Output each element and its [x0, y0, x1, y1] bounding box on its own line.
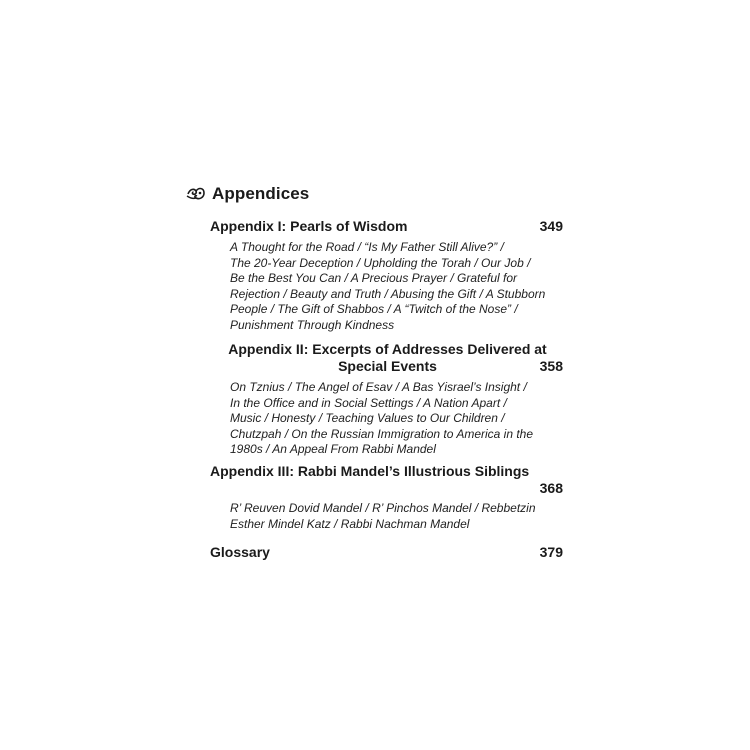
entry-heading	[210, 218, 565, 235]
entry-description	[230, 501, 560, 532]
description-line: Chutzpah / On the Russian Immigration to America in the	[230, 426, 534, 441]
entry-title: Glossary	[210, 544, 270, 560]
section-title: Appendices	[212, 184, 310, 203]
description-line: Rejection / Beauty and Truth / Abusing the Gift / A Stubborn	[230, 286, 546, 301]
description-line: 1980s / An Appeal From Rabbi Mandel	[230, 442, 436, 456]
entry-heading	[210, 463, 565, 499]
entry-page-number: 358	[539, 358, 563, 374]
entry-heading	[210, 544, 565, 561]
fleuron-ornament-icon	[186, 185, 206, 203]
entry-page-number: 349	[539, 218, 563, 234]
toc-entry-appendix-1	[210, 218, 565, 333]
entry-title-continued: Special Events	[338, 358, 437, 374]
description-line: On Tznius / The Angel of Esav / A Bas Yisrael’s Insight /	[230, 380, 527, 394]
description-line: People / The Gift of Shabbos / A “Twitch of the Nose” /	[230, 302, 518, 316]
toc-entry-glossary	[210, 544, 565, 561]
description-line: Music / Honesty / Teaching Values to Our Children /	[230, 411, 505, 425]
entry-page-number: 368	[539, 480, 563, 496]
entry-title: Appendix I: Pearls of Wisdom	[210, 218, 408, 234]
description-line: Punishment Through Kindness	[230, 317, 395, 332]
entry-title: Appendix III: Rabbi Mandel’s Illustrious Siblings	[210, 463, 530, 479]
description-line: R’ Reuven Dovid Mandel / R’ Pinchos Mandel / Rebbetzin	[230, 501, 536, 515]
description-line: A Thought for the Road / “Is My Father Still Alive?” /	[230, 240, 504, 254]
entry-title: Appendix II: Excerpts of Addresses Delivered at	[228, 341, 547, 357]
description-line: In the Office and in Social Settings / A Nation Apart /	[230, 395, 507, 410]
section-heading	[186, 184, 309, 204]
entry-description	[230, 240, 560, 333]
description-line: The 20-Year Deception / Upholding the Torah / Our Job /	[230, 255, 531, 270]
entry-heading	[210, 341, 565, 375]
toc-entry-appendix-3	[210, 463, 565, 532]
entry-description	[230, 380, 560, 458]
toc-entry-appendix-2	[210, 341, 565, 458]
description-line: Esther Mindel Katz / Rabbi Nachman Mandel	[230, 516, 470, 531]
entry-page-number: 379	[539, 544, 563, 560]
description-line: Be the Best You Can / A Precious Prayer / Grateful for	[230, 271, 518, 285]
